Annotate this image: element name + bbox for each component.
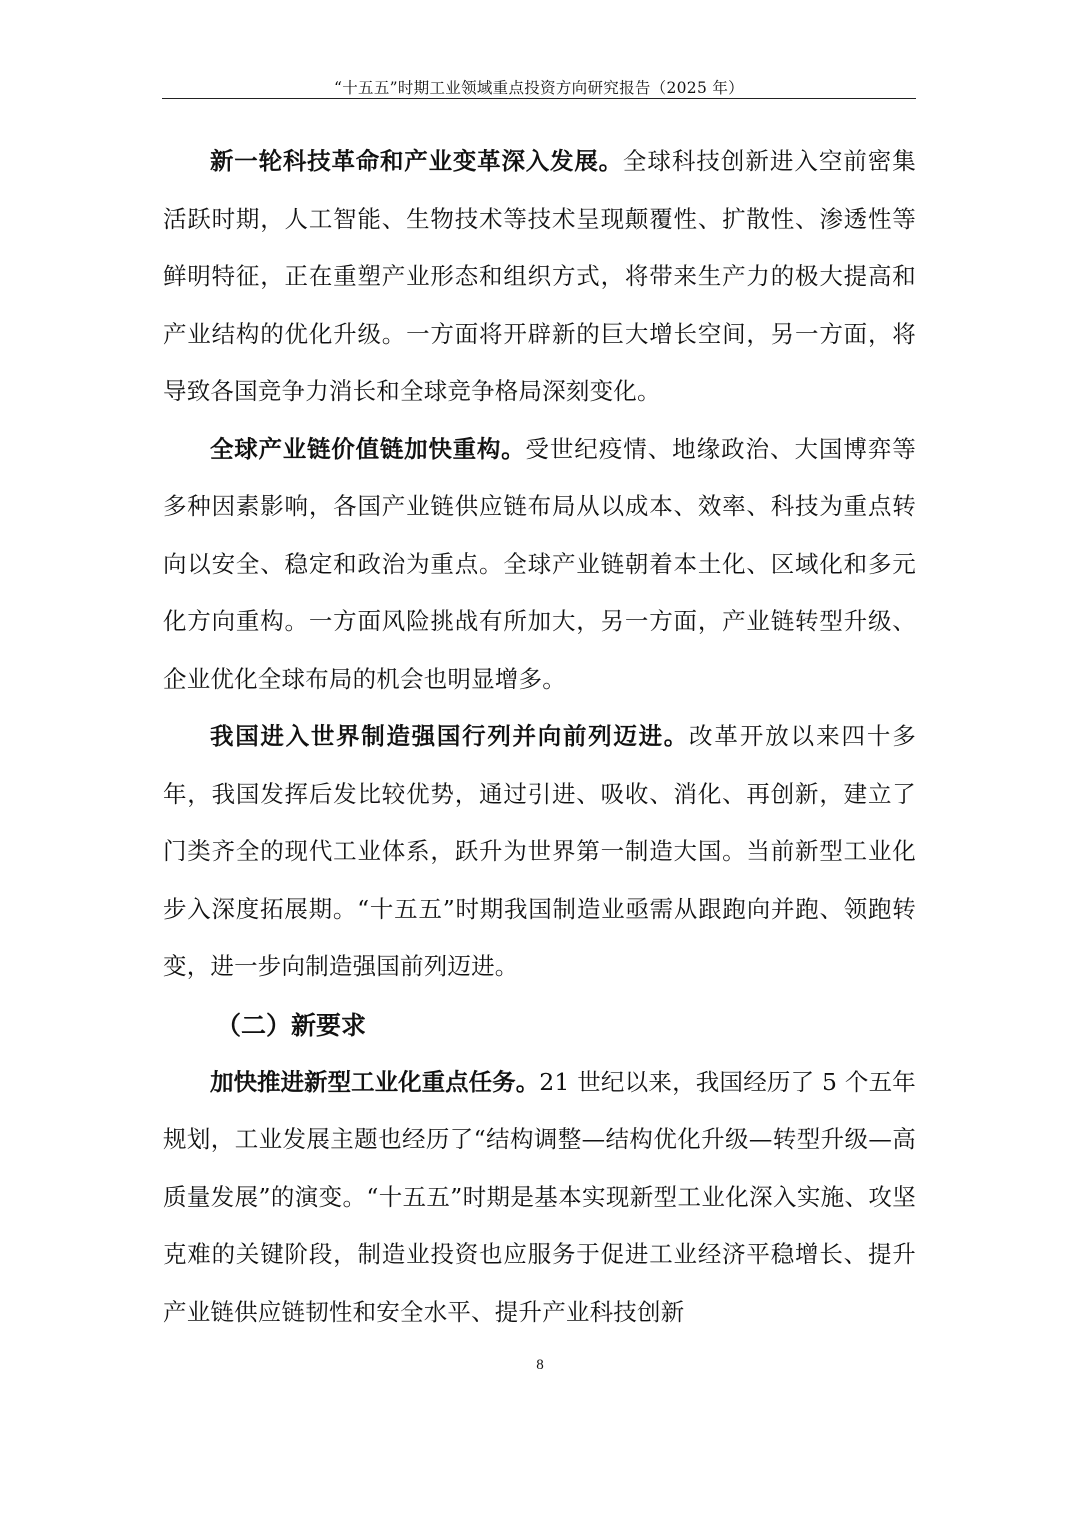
section-heading: （二）新要求 <box>216 1010 367 1040</box>
paragraph-lead: 我国进入世界制造强国行列并向前列迈进。 <box>210 722 690 750</box>
document-body <box>163 133 916 1341</box>
paragraph-manufacturing-power <box>163 708 916 996</box>
paragraph-text: 改革开放以来四十多年，我国发挥后发比较优势，通过引进、吸收、消化、再创新，建立了门类齐全的现代工业体系，跃升为世界第一制造大国。当前新型工业化步入深度拓展期。“十五五”时期我国制造业亟需从跟跑向并跑、领跑转变，进一步向制造强国前列迈进。 <box>163 722 917 980</box>
paragraph-lead: 新一轮科技革命和产业变革深入发展。 <box>210 147 623 175</box>
page-number: 8 <box>536 1357 544 1373</box>
paragraph-text: 受世纪疫情、地缘政治、大国博弈等多种因素影响，各国产业链供应链布局从以成本、效率、科技为重点转向以安全、稳定和政治为重点。全球产业链朝着本土化、区域化和多元化方向重构。一方面风险挑战有所加大，另一方面，产业链转型升级、企业优化全球布局的机会也明显增多。 <box>163 434 916 693</box>
paragraph-lead: 全球产业链价值链加快重构。 <box>210 434 526 463</box>
paragraph-text: 全球科技创新进入空前密集活跃时期，人工智能、生物技术等技术呈现颠覆性、扩散性、渗透性等鲜明特征，正在重塑产业形态和组织方式，将带来生产力的极大提高和产业结构的优化升级。一方面将开辟新的巨大增长空间，另一方面，将导致各国竞争力消长和全球竞争格局深刻变化。 <box>163 147 917 405</box>
paragraph-tech-revolution <box>163 133 916 421</box>
paragraph-new-industrialization <box>163 1054 916 1342</box>
running-header: “十五五”时期工业领域重点投资方向研究报告（2025 年） <box>334 79 744 97</box>
paragraph-lead: 加快推进新型工业化重点任务。 <box>210 1067 540 1096</box>
paragraph-text: 21 世纪以来，我国经历了 5 个五年规划，工业发展主题也经历了“结构调整—结构优化升级—转型升级—高质量发展”的演变。“十五五”时期是基本实现新型工业化深入实施、攻坚克难的关键阶段，制造业投资也应服务于促进工业经济平稳增长、提升产业链供应链韧性和安全水平、提升产业科技创新 <box>163 1067 917 1326</box>
paragraph-value-chain <box>163 421 916 709</box>
header-divider <box>162 98 916 99</box>
